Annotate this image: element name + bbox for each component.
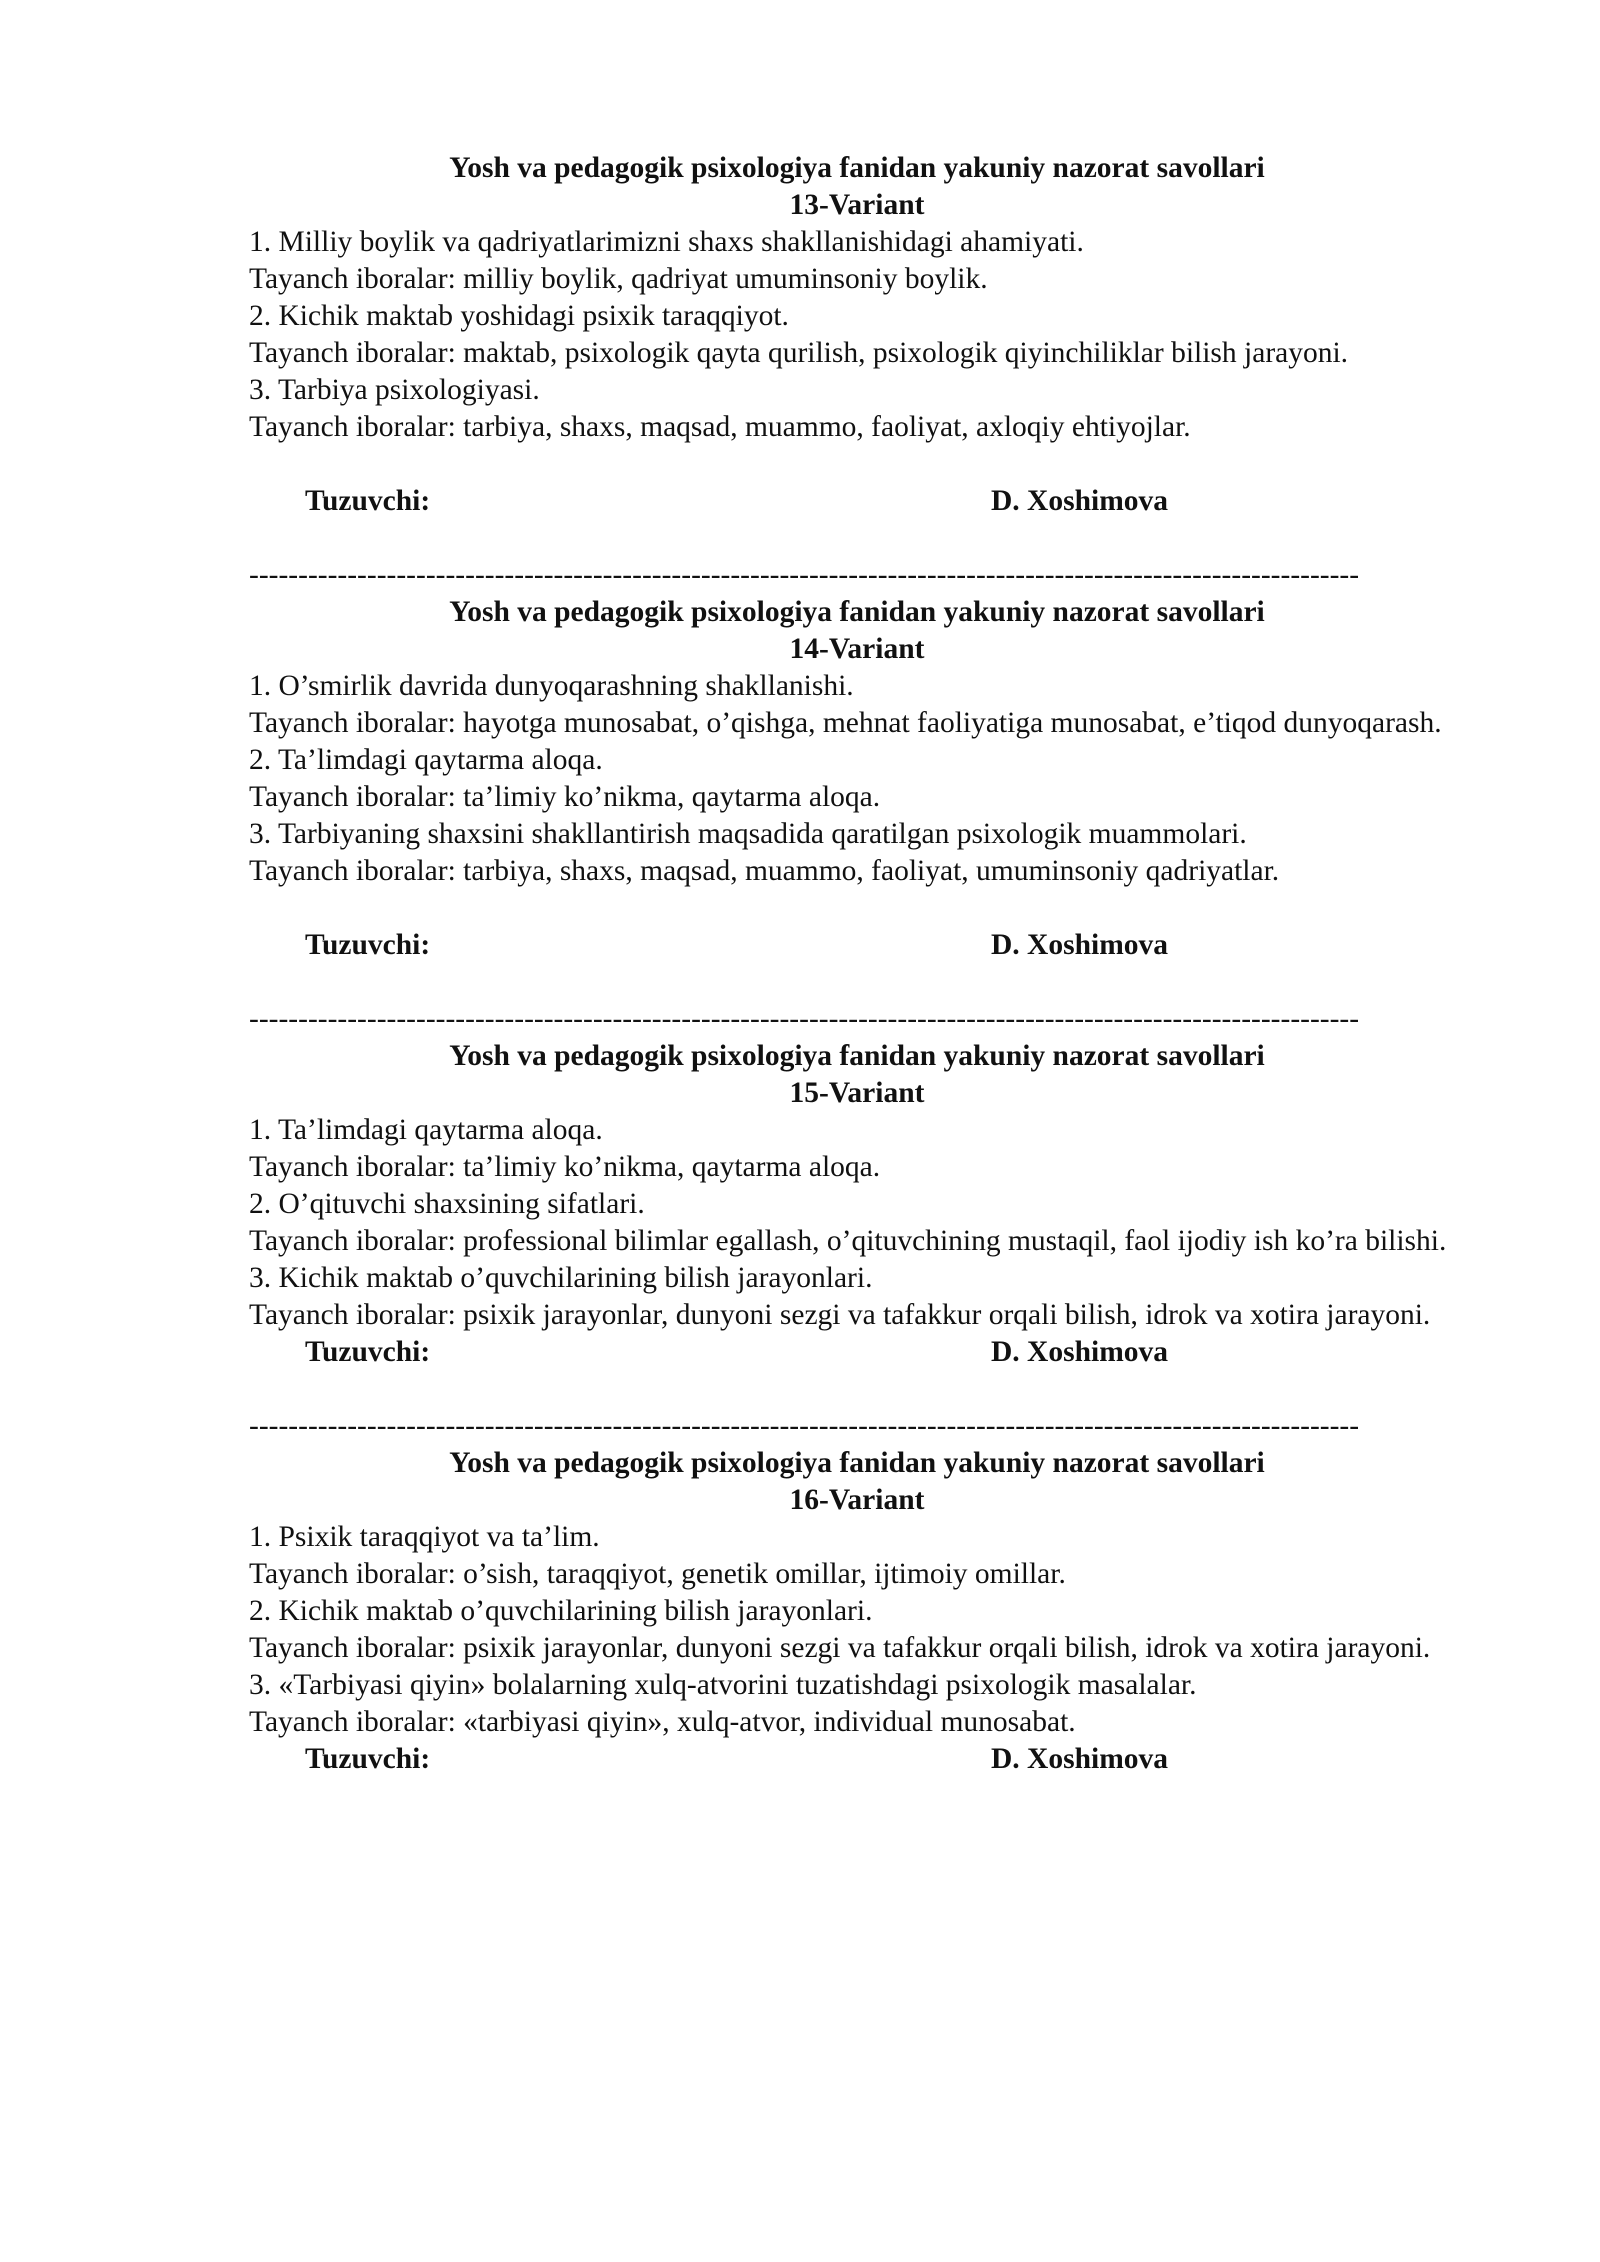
variant-13 <box>229 150 1485 594</box>
question-2: 2. Kichik maktab yoshidagi psixik taraqqiyot. <box>249 300 789 332</box>
question-1: 1. Milliy boylik va qadriyatlarimizni shaxs shakllanishidagi ahamiyati. <box>249 226 1084 258</box>
variant-title: Yosh va pedagogik psixologiya fanidan yakuniy nazorat savollari <box>449 1447 1265 1479</box>
signer-name: D. Xoshimova <box>991 485 1169 517</box>
question-1: 1. Psixik taraqqiyot va ta’lim. <box>249 1521 600 1553</box>
signer-name: D. Xoshimova <box>991 929 1169 961</box>
signer-name: D. Xoshimova <box>991 1336 1169 1368</box>
separator-line: ----------------------------------------------------------------------------------------------------------------- <box>249 559 1360 591</box>
signer-label: Tuzuvchi: <box>305 485 431 517</box>
signer-label: Tuzuvchi: <box>305 1336 431 1368</box>
variant-15 <box>229 1038 1485 1445</box>
variant-title: Yosh va pedagogik psixologiya fanidan yakuniy nazorat savollari <box>449 596 1265 628</box>
signer-name: D. Xoshimova <box>991 1743 1169 1775</box>
signature-row <box>229 927 1485 964</box>
variant-title: Yosh va pedagogik psixologiya fanidan yakuniy nazorat savollari <box>449 1040 1265 1072</box>
question-3: 3. «Tarbiyasi qiyin» bolalarning xulq-atvorini tuzatishdagi psixologik masalalar. <box>249 1669 1197 1701</box>
keywords-1: Tayanch iboralar: milliy boylik, qadriyat umuminsoniy boylik. <box>249 263 988 295</box>
keywords-2: Tayanch iboralar: maktab, psixologik qayta qurilish, psixologik qiyinchiliklar bilish jarayoni. <box>249 337 1349 369</box>
variant-label: 16-Variant <box>789 1484 925 1516</box>
signer-label: Tuzuvchi: <box>305 1743 431 1775</box>
signature-row <box>229 1334 1485 1371</box>
keywords-3: Tayanch iboralar: psixik jarayonlar, dunyoni sezgi va tafakkur orqali bilish, idrok va xotira jarayoni. <box>249 1299 1431 1331</box>
question-1: 1. O’smirlik davrida dunyoqarashning shakllanishi. <box>249 670 854 702</box>
variant-16 <box>229 1445 1485 1778</box>
question-1: 1. Ta’limdagi qaytarma aloqa. <box>249 1114 603 1146</box>
keywords-1: Tayanch iboralar: hayotga munosabat, o’qishga, mehnat faoliyatiga munosabat, e’tiqod dunyoqarash. <box>249 707 1442 739</box>
variant-title: Yosh va pedagogik psixologiya fanidan yakuniy nazorat savollari <box>449 152 1265 184</box>
keywords-3: Tayanch iboralar: «tarbiyasi qiyin», xulq-atvor, individual munosabat. <box>249 1706 1076 1738</box>
keywords-1: Tayanch iboralar: o’sish, taraqqiyot, genetik omillar, ijtimoiy omillar. <box>249 1558 1066 1590</box>
question-2: 2. Ta’limdagi qaytarma aloqa. <box>249 744 603 776</box>
question-3: 3. Tarbiyaning shaxsini shakllantirish maqsadida qaratilgan psixologik muammolari. <box>249 818 1247 850</box>
keywords-1: Tayanch iboralar: ta’limiy ko’nikma, qaytarma aloqa. <box>249 1151 881 1183</box>
keywords-2: Tayanch iboralar: professional bilimlar egallash, o’qituvchining mustaqil, faol ijodiy ish ko’ra bilishi. <box>249 1225 1447 1257</box>
variant-label: 15-Variant <box>789 1077 925 1109</box>
question-2: 2. O’qituvchi shaxsining sifatlari. <box>249 1188 645 1220</box>
signature-row <box>229 483 1485 520</box>
signer-label: Tuzuvchi: <box>305 929 431 961</box>
keywords-3: Tayanch iboralar: tarbiya, shaxs, maqsad, muammo, faoliyat, umuminsoniy qadriyatlar. <box>249 855 1280 887</box>
keywords-2: Tayanch iboralar: ta’limiy ko’nikma, qaytarma aloqa. <box>249 781 881 813</box>
separator-line: ----------------------------------------------------------------------------------------------------------------- <box>249 1003 1360 1035</box>
variant-label: 14-Variant <box>789 633 925 665</box>
question-2: 2. Kichik maktab o’quvchilarining bilish jarayonlari. <box>249 1595 873 1627</box>
variant-label: 13-Variant <box>789 189 925 221</box>
keywords-3: Tayanch iboralar: tarbiya, shaxs, maqsad, muammo, faoliyat, axloqiy ehtiyojlar. <box>249 411 1191 443</box>
variant-14 <box>229 594 1485 1038</box>
question-3: 3. Kichik maktab o’quvchilarining bilish jarayonlari. <box>249 1262 873 1294</box>
signature-row <box>229 1741 1485 1778</box>
keywords-2: Tayanch iboralar: psixik jarayonlar, dunyoni sezgi va tafakkur orqali bilish, idrok va xotira jarayoni. <box>249 1632 1431 1664</box>
separator-line: ----------------------------------------------------------------------------------------------------------------- <box>249 1410 1360 1442</box>
question-3: 3. Tarbiya psixologiyasi. <box>249 374 540 406</box>
